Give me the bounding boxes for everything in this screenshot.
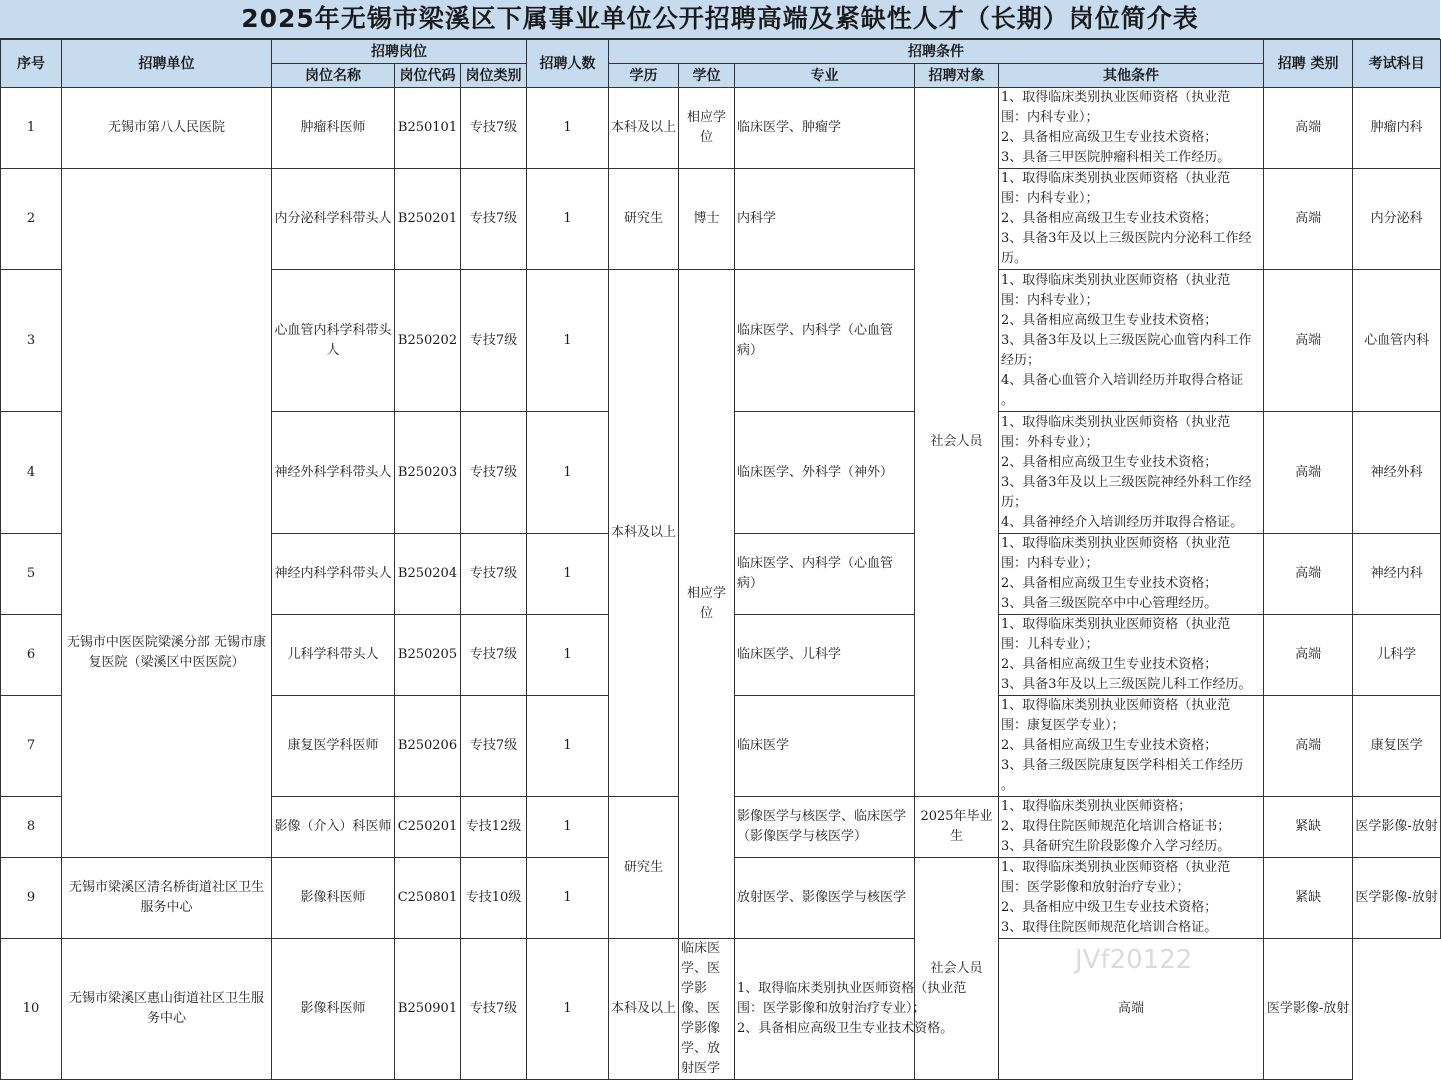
cell-post-code: B250101 — [395, 88, 461, 169]
cell-category: 高端 — [1264, 534, 1353, 615]
condition-line: 1、取得临床类别执业医师资格（执业范 — [1001, 536, 1231, 551]
cell-post-code: C250201 — [395, 797, 461, 858]
cell-category: 紧缺 — [1264, 797, 1353, 858]
cell-post-type: 专技7级 — [461, 615, 527, 696]
cell-unit: 无锡市中医医院梁溪分部 无锡市康复医院（梁溪区中医医院） — [62, 169, 272, 858]
header-degree: 学位 — [679, 64, 735, 88]
cell-degree: 博士 — [679, 169, 735, 270]
cell-major: 放射医学、影像医学与核医学 — [735, 858, 915, 939]
condition-line: 3、具备3年及以上三级医院心血管内科工作 — [1001, 332, 1252, 348]
cell-subject: 内分泌科 — [1353, 169, 1441, 270]
cell-other — [999, 696, 1264, 797]
header-post-type: 岗位类别 — [461, 64, 527, 88]
header-subject: 考试科目 — [1353, 40, 1441, 88]
cell-post-name: 肿瘤科医师 — [272, 88, 395, 169]
cell-seq: 8 — [1, 797, 62, 858]
header-seq: 序号 — [1, 40, 62, 88]
condition-line: 4、具备神经介入培训经历并取得合格证。 — [1001, 514, 1244, 530]
cell-post-type: 专技10级 — [461, 858, 527, 939]
table-row — [1, 939, 1441, 1080]
cell-other — [999, 270, 1264, 412]
condition-line: 1、取得临床类别执业医师资格（执业范 — [1001, 90, 1231, 105]
cell-subject: 医学影像-放射 — [1353, 797, 1441, 858]
cell-post-type: 专技7级 — [461, 270, 527, 412]
cell-category: 高端 — [1264, 270, 1353, 412]
condition-line: 1、取得临床类别执业医师资格（执业范 — [737, 981, 967, 996]
condition-line: 围：内科专业）； — [1001, 191, 1099, 206]
cell-post-name: 影像科医师 — [272, 939, 395, 1080]
cell-count: 1 — [527, 169, 609, 270]
watermark: JVf20122 — [1075, 945, 1193, 975]
condition-line: 1、取得临床类别执业医师资格（执业范 — [1001, 414, 1231, 430]
cell-category: 高端 — [1264, 615, 1353, 696]
cell-major: 临床医学、内科学（心血管病） — [735, 534, 915, 615]
cell-subject: 医学影像-放射 — [1353, 858, 1441, 939]
header-category: 招聘 类别 — [1264, 40, 1353, 88]
table-row — [1, 88, 1441, 169]
condition-line: 2、具备相应中级卫生专业技术资格； — [1001, 900, 1218, 915]
cell-other — [999, 858, 1264, 939]
cell-major: 临床医学、外科学（神外） — [735, 412, 915, 534]
cell-post-code: B250201 — [395, 169, 461, 270]
cell-seq: 2 — [1, 169, 62, 270]
cell-post-code: B250203 — [395, 412, 461, 534]
cell-seq: 3 — [1, 270, 62, 412]
header-post-name: 岗位名称 — [272, 64, 395, 88]
cell-seq: 10 — [1, 939, 62, 1080]
condition-line: 3、具备三级医院康复医学科相关工作经历 — [1001, 758, 1244, 773]
condition-line: 2、具备相应高级卫生专业技术资格； — [1001, 576, 1218, 591]
page-title: 2025年无锡市梁溪区下属事业单位公开招聘高端及紧缺性人才（长期）岗位简介表 — [0, 0, 1440, 39]
header-post-group: 招聘岗位 — [272, 40, 527, 64]
cell-target: 社会人员 — [915, 88, 999, 797]
condition-line: 1、取得临床类别执业医师资格（执业范 — [1001, 860, 1231, 875]
condition-line: 围：内科专业）； — [1001, 110, 1099, 125]
cell-count: 1 — [527, 412, 609, 534]
condition-line: 围：外科专业）； — [1001, 434, 1099, 450]
condition-line: 3、具备3年及以上三级医院儿科工作经历。 — [1001, 677, 1252, 692]
cell-post-type: 专技7级 — [461, 696, 527, 797]
cell-unit: 无锡市梁溪区清名桥街道社区卫生服务中心 — [62, 858, 272, 939]
cell-count: 1 — [527, 696, 609, 797]
cell-education: 本科及以上 — [609, 88, 679, 169]
cell-category: 高端 — [999, 939, 1264, 1080]
condition-line: 经历； — [1001, 352, 1041, 368]
condition-line: 历； — [1001, 494, 1028, 510]
condition-line: 1、取得临床类别执业医师资格（执业范 — [1001, 171, 1231, 186]
cell-post-type: 专技7级 — [461, 169, 527, 270]
cell-category: 高端 — [1264, 696, 1353, 797]
condition-line: 2、具备相应高级卫生专业技术资格； — [1001, 130, 1218, 145]
cell-post-name: 神经外科学科带头人 — [272, 412, 395, 534]
cell-major: 影像医学与核医学、临床医学（影像医学与核医学） — [735, 797, 915, 858]
cell-subject: 心血管内科 — [1353, 270, 1441, 412]
condition-line: 2、具备相应高级卫生专业技术资格； — [1001, 738, 1218, 753]
cell-subject: 儿科学 — [1353, 615, 1441, 696]
cell-seq: 7 — [1, 696, 62, 797]
condition-line: 2、具备相应高级卫生专业技术资格。 — [737, 1021, 954, 1036]
table-row — [1, 169, 1441, 270]
cell-post-name: 心血管内科学科带头人 — [272, 270, 395, 412]
condition-line: 3、具备3年及以上三级医院内分泌科工作经 — [1001, 231, 1252, 246]
cell-post-type: 专技7级 — [461, 88, 527, 169]
cell-degree: 相应学位 — [679, 88, 735, 169]
cell-post-code: C250801 — [395, 858, 461, 939]
cell-other — [999, 797, 1264, 858]
cell-count: 1 — [527, 88, 609, 169]
condition-line: 3、取得住院医师规范化培训合格证。 — [1001, 920, 1218, 935]
cell-subject: 医学影像-放射 — [1264, 939, 1353, 1080]
cell-count: 1 — [527, 858, 609, 939]
cell-post-code: B250202 — [395, 270, 461, 412]
condition-line: 围：医学影像和放射治疗专业）； — [1001, 880, 1190, 895]
cell-count: 1 — [527, 939, 609, 1080]
cell-other — [999, 169, 1264, 270]
header-major: 专业 — [735, 64, 915, 88]
condition-line: 3、具备研究生阶段影像介入学习经历。 — [1001, 839, 1231, 854]
cell-post-type: 专技7级 — [461, 534, 527, 615]
header-count: 招聘人数 — [527, 40, 609, 88]
cell-post-name: 神经内科学科带头人 — [272, 534, 395, 615]
cell-seq: 9 — [1, 858, 62, 939]
header-post-code: 岗位代码 — [395, 64, 461, 88]
cell-post-name: 儿科学科带头人 — [272, 615, 395, 696]
cell-major: 临床医学 — [735, 696, 915, 797]
job-table — [0, 39, 1441, 1080]
cell-post-code: B250901 — [395, 939, 461, 1080]
condition-line: 围：康复医学专业）； — [1001, 718, 1125, 733]
cell-major: 内科学 — [735, 169, 915, 270]
cell-post-type: 专技12级 — [461, 797, 527, 858]
cell-category: 高端 — [1264, 412, 1353, 534]
condition-line: 4、具备心血管介入培训经历并取得合格证 — [1001, 372, 1244, 388]
cell-post-type: 专技7级 — [461, 939, 527, 1080]
condition-line: 1、取得临床类别执业医师资格（执业范 — [1001, 272, 1231, 288]
condition-line: 围：医学影像和放射治疗专业）； — [737, 1001, 926, 1016]
header-unit: 招聘单位 — [62, 40, 272, 88]
cell-target: 社会人员 — [915, 858, 999, 1080]
cell-subject: 神经内科 — [1353, 534, 1441, 615]
cell-other — [999, 412, 1264, 534]
cell-other — [999, 88, 1264, 169]
cell-post-type: 专技7级 — [461, 412, 527, 534]
cell-seq: 5 — [1, 534, 62, 615]
cell-post-name: 内分泌科学科带头人 — [272, 169, 395, 270]
cell-count: 1 — [527, 534, 609, 615]
header-target: 招聘对象 — [915, 64, 999, 88]
cell-seq: 4 — [1, 412, 62, 534]
cell-post-code: B250206 — [395, 696, 461, 797]
condition-line: 2、具备相应高级卫生专业技术资格； — [1001, 211, 1218, 226]
condition-line: 1、取得临床类别执业医师资格（执业范 — [1001, 617, 1231, 632]
cell-post-name: 影像科医师 — [272, 858, 395, 939]
cell-education: 本科及以上 — [609, 939, 679, 1080]
condition-line: 2、具备相应高级卫生专业技术资格； — [1001, 312, 1218, 328]
cell-target: 2025年毕业生 — [915, 797, 999, 858]
condition-line: 2、取得住院医师规范化培训合格证书； — [1001, 819, 1231, 834]
cell-other — [999, 615, 1264, 696]
condition-line: 3、具备三级医院卒中中心管理经历。 — [1001, 596, 1218, 611]
cell-education: 本科及以上 — [609, 270, 679, 797]
cell-post-code: B250204 — [395, 534, 461, 615]
cell-post-name: 康复医学科医师 — [272, 696, 395, 797]
cell-count: 1 — [527, 270, 609, 412]
header-other: 其他条件 — [999, 64, 1264, 88]
cell-other — [999, 534, 1264, 615]
cell-category: 高端 — [1264, 88, 1353, 169]
condition-line: 1、取得临床类别执业医师资格（执业范 — [1001, 698, 1231, 713]
cell-major: 临床医学、医学影像、医学影像学、放射医学 — [679, 939, 735, 1080]
cell-unit: 无锡市第八人民医院 — [62, 88, 272, 169]
cell-category: 紧缺 — [1264, 858, 1353, 939]
condition-line: 2、具备相应高级卫生专业技术资格； — [1001, 657, 1218, 672]
cell-subject: 肿瘤内科 — [1353, 88, 1441, 169]
cell-subject: 康复医学 — [1353, 696, 1441, 797]
header-education: 学历 — [609, 64, 679, 88]
cell-count: 1 — [527, 615, 609, 696]
cell-count: 1 — [527, 797, 609, 858]
condition-line: 围：儿科专业）； — [1001, 637, 1099, 652]
condition-line: 1、取得临床类别执业医师资格； — [1001, 799, 1192, 814]
cell-post-code: B250205 — [395, 615, 461, 696]
cell-major: 临床医学、肿瘤学 — [735, 88, 915, 169]
cell-degree: 相应学位 — [679, 270, 735, 939]
cell-category: 高端 — [1264, 169, 1353, 270]
cell-seq: 1 — [1, 88, 62, 169]
cell-education: 研究生 — [609, 169, 679, 270]
cell-major: 临床医学、内科学（心血管病） — [735, 270, 915, 412]
condition-line: 。 — [1001, 778, 1015, 793]
cell-subject: 神经外科 — [1353, 412, 1441, 534]
condition-line: 围：内科专业）； — [1001, 556, 1099, 571]
condition-line: 围：内科专业）； — [1001, 292, 1099, 308]
cell-education: 研究生 — [609, 797, 679, 939]
cell-seq: 6 — [1, 615, 62, 696]
header-condition-group: 招聘条件 — [609, 40, 1264, 64]
condition-line: 历。 — [1001, 251, 1028, 266]
condition-line: 2、具备相应高级卫生专业技术资格； — [1001, 454, 1218, 470]
condition-line: 3、具备三甲医院肿瘤科相关工作经历。 — [1001, 150, 1231, 165]
condition-line: 。 — [1001, 392, 1015, 408]
cell-major: 临床医学、儿科学 — [735, 615, 915, 696]
cell-post-name: 影像（介入）科医师 — [272, 797, 395, 858]
condition-line: 3、具备3年及以上三级医院神经外科工作经 — [1001, 474, 1252, 490]
cell-unit: 无锡市梁溪区惠山街道社区卫生服务中心 — [62, 939, 272, 1080]
